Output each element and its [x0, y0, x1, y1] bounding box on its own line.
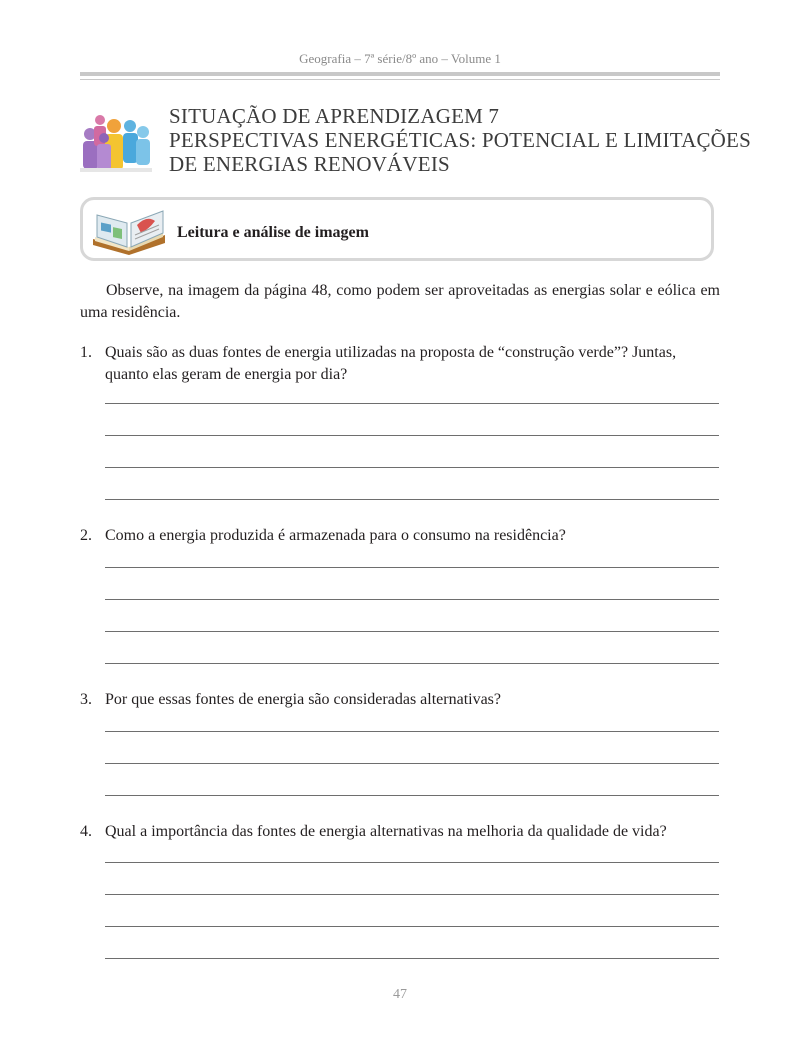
question-text: Por que essas fontes de energia são consideradas alternativas?	[105, 691, 502, 708]
question-1	[80, 342, 720, 386]
question-number: 2.	[80, 527, 92, 544]
question-3	[80, 689, 720, 711]
activity-label: Leitura e análise de imagem	[177, 224, 369, 241]
section-title-line: SITUAÇÃO DE APRENDIZAGEM 7	[169, 104, 500, 128]
section-title	[169, 104, 751, 176]
answer-line[interactable]	[105, 599, 719, 600]
question-number: 1.	[80, 344, 92, 361]
answer-line[interactable]	[105, 403, 719, 404]
question-4	[80, 821, 720, 843]
answer-line[interactable]	[105, 499, 719, 500]
question-2	[80, 525, 720, 547]
answer-line[interactable]	[105, 926, 719, 927]
answer-line[interactable]	[105, 894, 719, 895]
answer-line[interactable]	[105, 731, 719, 732]
people-group-icon	[80, 112, 152, 174]
answer-line[interactable]	[105, 631, 719, 632]
question-text: Quais são as duas fontes de energia utilizadas na proposta de “construção verde”? Juntas, quanto elas geram de energia por dia?	[105, 344, 677, 383]
page-number: 47	[393, 987, 407, 1002]
answer-line[interactable]	[105, 663, 719, 664]
header-rule	[80, 72, 720, 76]
section-title-line: PERSPECTIVAS ENERGÉTICAS: POTENCIAL E LIMITAÇÕES	[169, 128, 751, 152]
running-header: Geografia – 7ª série/8º ano – Volume 1	[299, 51, 501, 66]
question-text: Qual a importância das fontes de energia alternativas na melhoria da qualidade de vida?	[105, 823, 667, 840]
activity-box	[80, 197, 714, 261]
open-book-icon	[89, 205, 169, 257]
answer-line[interactable]	[105, 763, 719, 764]
question-number: 3.	[80, 691, 92, 708]
question-text: Como a energia produzida é armazenada para o consumo na residência?	[105, 527, 566, 544]
answer-line[interactable]	[105, 862, 719, 863]
answer-line[interactable]	[105, 958, 719, 959]
intro-paragraph: Observe, na imagem da página 48, como podem ser aproveitadas as energias solar e eólica em uma residência.	[80, 282, 720, 321]
answer-line[interactable]	[105, 567, 719, 568]
section-title-line: DE ENERGIAS RENOVÁVEIS	[169, 152, 450, 176]
answer-line[interactable]	[105, 795, 719, 796]
answer-line[interactable]	[105, 467, 719, 468]
question-number: 4.	[80, 823, 92, 840]
header-rule-thin	[80, 79, 720, 80]
answer-line[interactable]	[105, 435, 719, 436]
